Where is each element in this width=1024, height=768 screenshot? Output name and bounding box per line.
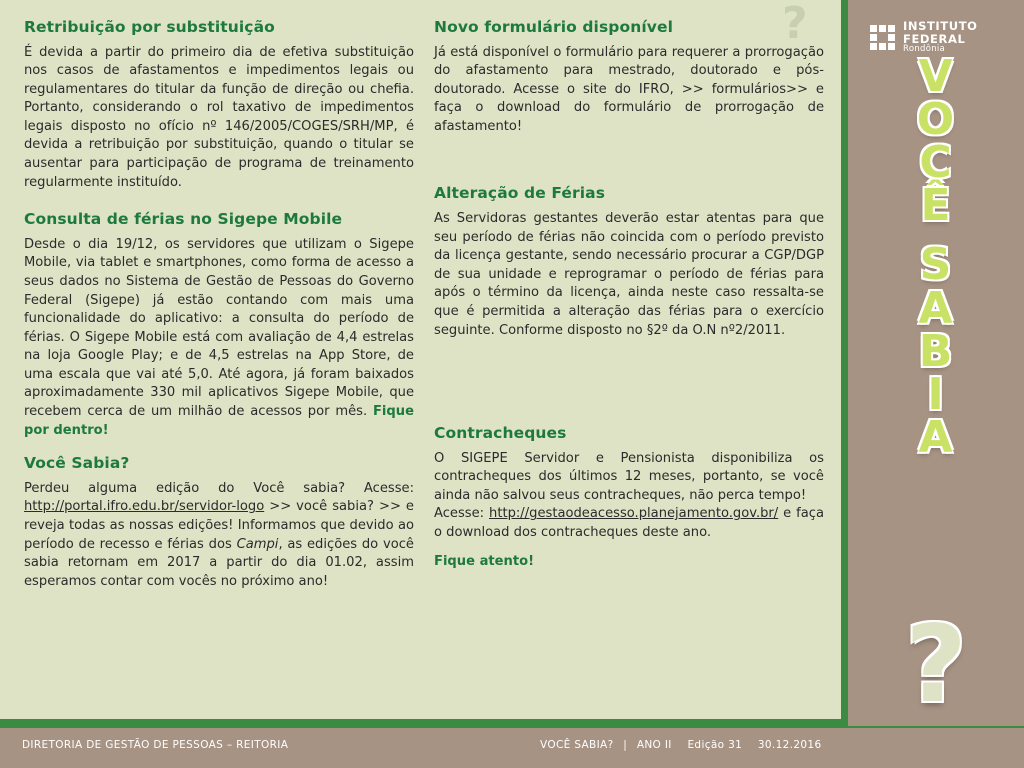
vertical-letter-e: Ê [920,180,952,232]
contracheques-note-text: Fique atento! [434,553,535,569]
sigepe-inline-note: Fique por dentro! [24,404,414,438]
vertical-letter-v: V [918,51,954,102]
right-sidebar [848,0,1024,768]
vertical-letter-a1: A [918,282,954,334]
institutional-logo [870,20,1024,55]
question-mark-graphic: ? [905,603,967,726]
section-heading-sigepe-mobile: Consulta de férias no Sigepe Mobile [24,210,343,229]
footer-date: 30.12.2016 [757,739,822,751]
footer-bar [0,726,1024,768]
footer-edition: Edição 31 [687,739,743,751]
section-body-voce-sabia [24,480,414,591]
footer-divider [0,726,1024,728]
footer-separator: | [623,739,628,751]
voce-sabia-text-3: , as edições do você sabia retornam em 2017 a partir do dia 01.02, assim esperamos contar com vocês no próximo ano! [24,536,414,589]
logo-title: INSTITUTO FEDERAL [903,19,978,46]
vertical-letter-a2: A [918,411,954,463]
right-column [434,18,824,589]
vertical-letter-c: C [919,137,953,189]
vertical-letter-i: I [927,368,945,420]
section-body-contracheques [434,450,824,543]
section-body-alteracao-ferias: As Servidoras gestantes deverão estar atentas para que seu período de férias não coincida com o período previsto da licença gestante, sendo necessário procurar a CGP/DGP de sua unidade e reprogramar o período de férias para após o término da licença, ainda neste caso ressalta-se que é permitida a alteração das férias para o exercício seguinte. Conforme disposto no §2º da O.N nº2/2011. [434,211,824,338]
panel-bottom-accent-bar [0,719,848,726]
logo-subtitle: Rondônia [903,44,946,55]
section-heading-retribuicao: Retribuição por substituição [24,18,275,36]
portal-ifro-link[interactable]: http://portal.ifro.edu.br/servidor-logo [24,499,265,515]
voce-sabia-text-1: Perdeu alguma edição do Você sabia? Acesse: [24,480,414,496]
section-body-sigepe-mobile [24,236,414,440]
section-heading-contracheques: Contracheques [434,424,567,443]
logo-text-block [903,20,1024,55]
gestao-acesso-link[interactable]: http://gestaodeacesso.planejamento.gov.br/ [489,506,779,522]
footer-department: DIRETORIA DE GESTÃO DE PESSOAS – REITORIA [22,739,289,751]
question-mark-watermark-icon: ? [782,0,808,49]
vertical-letter-s: S [919,239,953,291]
section-heading-voce-sabia: Você Sabia? [24,454,130,473]
footer-meta [540,739,821,751]
footer-gap-2 [746,739,758,751]
contracheques-access-label: Acesse: [434,506,490,522]
section-body-retribuicao: É devida a partir do primeiro dia de efetiva substituição nos casos de afastamentos e impedimentos legais ou regulamentares do titular da função de direção ou chefia. Portanto, considerando o rol taxativo de impedimentos legais disposto no ofício nº 146/2005/COGES/SRH/MP, é devida a retribuição por substituição, quando o titular se ausentar para participação de programa de treinamento regularmente instituído. [24,44,414,190]
footer-title: VOCÊ SABIA? [540,739,614,751]
section-body-novo-formulario: Já está disponível o formulário para requerer a prorrogação do afastamento para mestrado, doutorado e pós-doutorado. Acesse o site do IFRO, >> formulários>> e faça o download do formulário de prorrogação de afastamento! [434,44,824,134]
vertical-letter-b: B [918,325,954,377]
vertical-letter-o: O [916,94,956,146]
left-column [24,18,414,609]
instituto-federal-logo-icon [870,25,895,50]
footer-year: ANO II [636,739,672,751]
sigepe-text: Desde o dia 19/12, os servidores que utilizam o Sigepe Mobile, via tablet e smartphones, como forma de acesso a seus dados no Sistema de Gestão de Pessoas do Governo Federal (Sigepe) já estão contando com mais uma funcionalidade do aplicativo: a consulta do período de férias. O Sigepe Mobile está com avaliação de 4,4 estrelas na loja Google Play; e de 4,5 estrelas na App Store, de uma escala que vai até 5,0. Até agora, já foram baixados aproximadamente 330 mil aplicativos Sigepe Mobile, que recebem cerca de um milhão de acessos por mês. [24,236,414,420]
contracheques-text-2: e faça o download dos contracheques deste ano. [434,506,824,541]
spacer-1 [434,154,824,184]
voce-sabia-text-2: >> você sabia? >> e reveja todas as nossas edições! Informamos que devido ao período de recesso e férias dos [24,499,414,552]
spacer-2 [434,358,824,424]
vertical-title [848,51,1024,463]
footer-gap [675,739,687,751]
voce-sabia-italic-word: Campi [236,536,279,552]
section-heading-novo-formulario: Novo formulário disponível [434,18,674,36]
contracheques-inline-note [434,553,824,572]
contracheques-text-1: O SIGEPE Servidor e Pensionista disponibiliza os contracheques dos últimos 12 meses, portanto, se você ainda não salvou seus contracheques, não perca tempo! [434,450,824,503]
section-heading-alteracao-ferias: Alteração de Férias [434,184,606,203]
